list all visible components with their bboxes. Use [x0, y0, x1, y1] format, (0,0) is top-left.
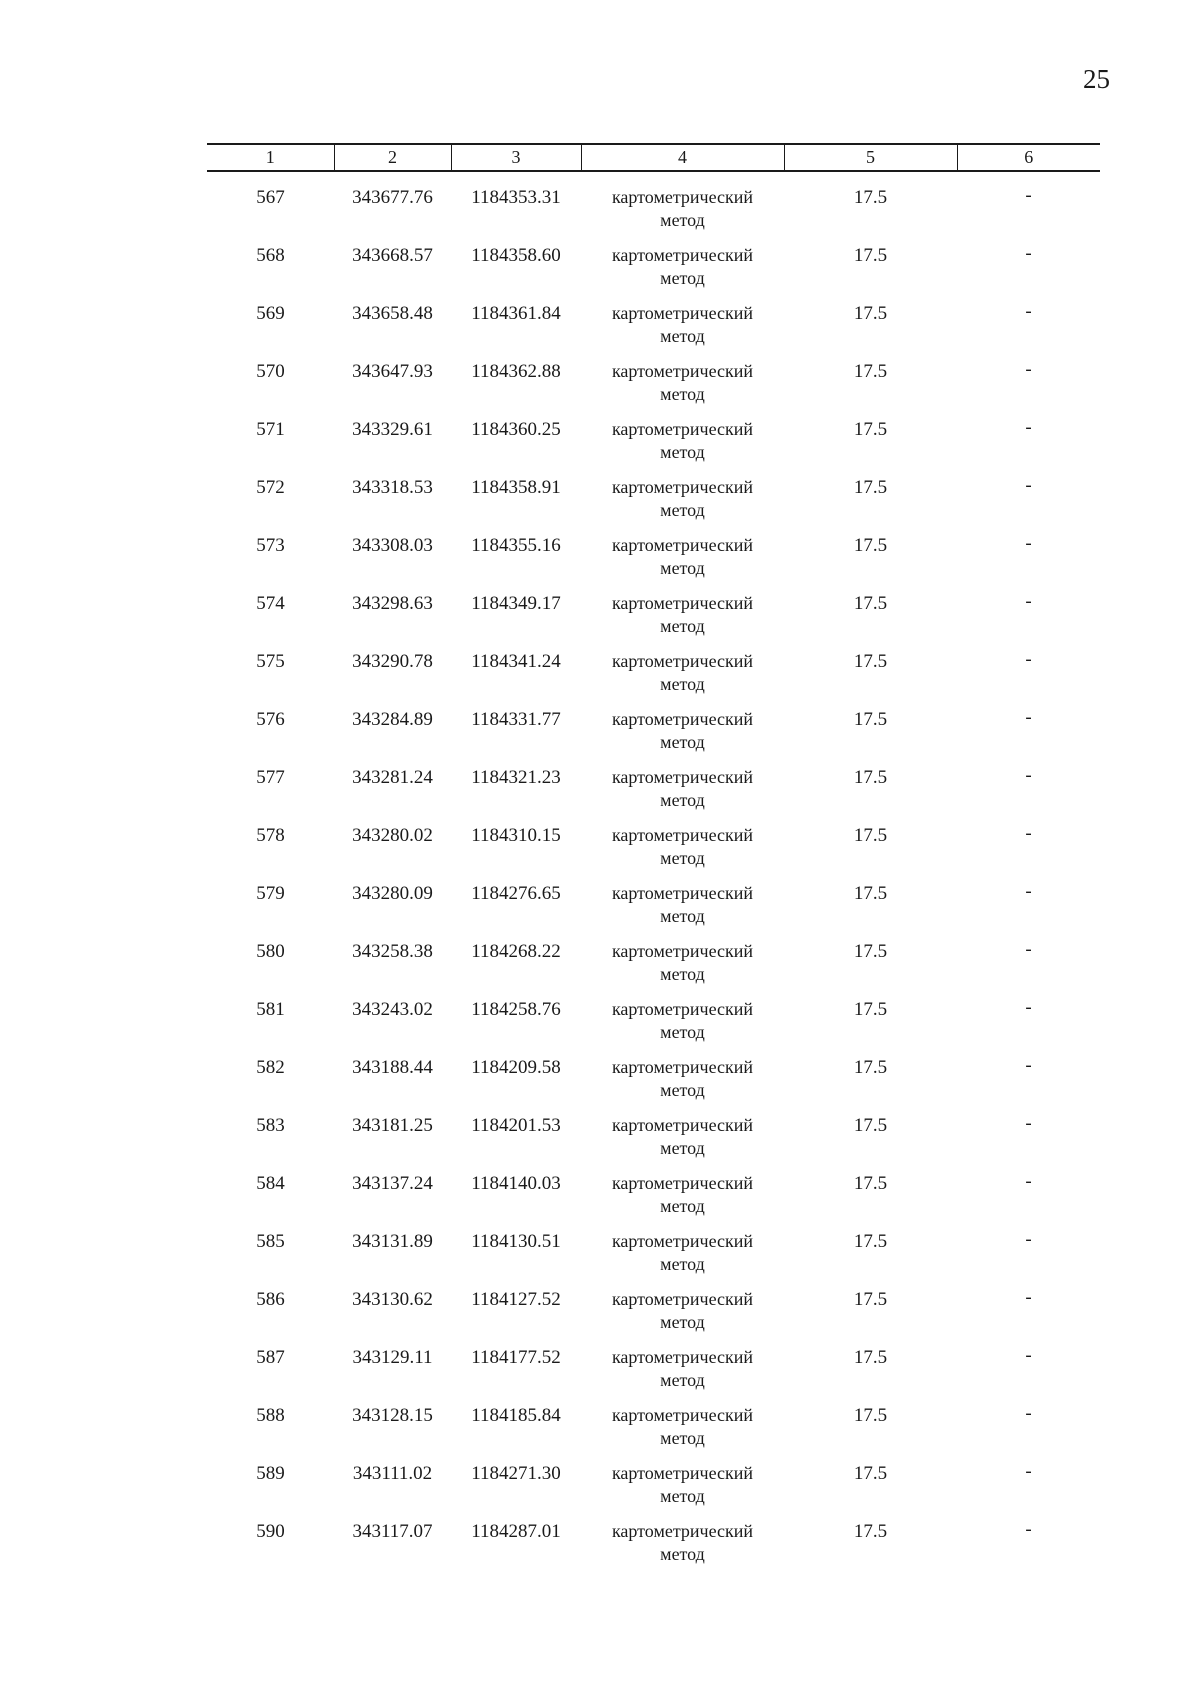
note-cell — [957, 1462, 1100, 1520]
x-coordinate-cell: 343290.78 — [352, 651, 433, 672]
method-line-2: метод — [660, 1428, 705, 1448]
note-cell — [957, 824, 1100, 882]
note-value: - — [1025, 243, 1032, 264]
note-value: - — [1025, 881, 1032, 902]
method-cell — [581, 534, 784, 592]
y-coordinate-cell: 1184341.24 — [471, 651, 561, 672]
method-cell — [581, 360, 784, 418]
table-row — [207, 534, 1100, 592]
method-line-2: метод — [660, 964, 705, 984]
note-cell — [957, 360, 1100, 418]
method-line-2: метод — [660, 268, 705, 288]
note-cell — [957, 940, 1100, 998]
method-line-1: картометрический — [611, 477, 754, 497]
method-line-2: метод — [660, 1022, 705, 1042]
method-line-2: метод — [660, 906, 705, 926]
table-row — [207, 1462, 1100, 1520]
method-cell — [581, 1462, 784, 1520]
method-cell — [581, 1288, 784, 1346]
method-line-2: метод — [660, 442, 705, 462]
y-coordinate-cell: 1184276.65 — [471, 883, 561, 904]
note-cell — [957, 476, 1100, 534]
y-coordinate-cell: 1184201.53 — [471, 1115, 561, 1136]
point-number-cell: 570 — [256, 361, 285, 382]
note-value: - — [1025, 649, 1032, 670]
x-coordinate-cell: 343318.53 — [352, 477, 433, 498]
accuracy-cell: 17.5 — [853, 825, 888, 846]
note-value: - — [1025, 1519, 1032, 1540]
method-line-1: картометрический — [611, 187, 754, 207]
method-cell — [581, 766, 784, 824]
method-line-1: картометрический — [611, 1057, 754, 1077]
method-cell — [581, 1404, 784, 1462]
y-coordinate-cell: 1184268.22 — [471, 941, 561, 962]
method-line-1: картометрический — [611, 1115, 754, 1135]
method-line-1: картометрический — [611, 419, 754, 439]
table-row — [207, 882, 1100, 940]
method-line-2: метод — [660, 674, 705, 694]
table-row — [207, 360, 1100, 418]
method-cell — [581, 882, 784, 940]
x-coordinate-cell: 343281.24 — [352, 767, 433, 788]
table-row — [207, 1114, 1100, 1172]
accuracy-cell: 17.5 — [853, 535, 888, 556]
method-line-1: картометрический — [611, 303, 754, 323]
note-cell — [957, 1056, 1100, 1114]
method-line-2: метод — [660, 1312, 705, 1332]
note-value: - — [1025, 1171, 1032, 1192]
accuracy-cell: 17.5 — [853, 941, 888, 962]
method-line-1: картометрический — [611, 1173, 754, 1193]
table-row — [207, 418, 1100, 476]
point-number-cell: 567 — [256, 187, 285, 208]
column-header-4: 4 — [581, 144, 784, 171]
table-row — [207, 1288, 1100, 1346]
method-cell — [581, 1346, 784, 1404]
method-line-2: метод — [660, 616, 705, 636]
y-coordinate-cell: 1184360.25 — [471, 419, 561, 440]
x-coordinate-cell: 343329.61 — [352, 419, 433, 440]
method-cell — [581, 592, 784, 650]
y-coordinate-cell: 1184177.52 — [471, 1347, 561, 1368]
method-line-1: картометрический — [611, 1405, 754, 1425]
note-cell — [957, 998, 1100, 1056]
x-coordinate-cell: 343258.38 — [352, 941, 433, 962]
y-coordinate-cell: 1184362.88 — [471, 361, 561, 382]
table-row — [207, 302, 1100, 360]
table-row — [207, 650, 1100, 708]
note-cell — [957, 1172, 1100, 1230]
point-number-cell: 580 — [256, 941, 285, 962]
note-value: - — [1025, 1229, 1032, 1250]
table-row — [207, 708, 1100, 766]
method-line-1: картометрический — [611, 767, 754, 787]
y-coordinate-cell: 1184258.76 — [471, 999, 561, 1020]
table-row — [207, 824, 1100, 882]
method-line-2: метод — [660, 1080, 705, 1100]
point-number-cell: 590 — [256, 1521, 285, 1542]
x-coordinate-cell: 343280.09 — [352, 883, 433, 904]
method-line-2: метод — [660, 326, 705, 346]
column-header-5: 5 — [784, 144, 957, 171]
method-line-1: картометрический — [611, 651, 754, 671]
point-number-cell: 584 — [256, 1173, 285, 1194]
point-number-cell: 588 — [256, 1405, 285, 1426]
accuracy-cell: 17.5 — [853, 1115, 888, 1136]
note-value: - — [1025, 1287, 1032, 1308]
note-cell — [957, 1520, 1100, 1578]
method-cell — [581, 708, 784, 766]
x-coordinate-cell: 343280.02 — [352, 825, 433, 846]
method-cell — [581, 940, 784, 998]
note-value: - — [1025, 823, 1032, 844]
method-line-1: картометрический — [611, 593, 754, 613]
y-coordinate-cell: 1184130.51 — [471, 1231, 561, 1252]
method-cell — [581, 998, 784, 1056]
table-row — [207, 592, 1100, 650]
x-coordinate-cell: 343128.15 — [352, 1405, 433, 1426]
note-value: - — [1025, 301, 1032, 322]
point-number-cell: 576 — [256, 709, 285, 730]
x-coordinate-cell: 343111.02 — [352, 1463, 433, 1484]
y-coordinate-cell: 1184353.31 — [471, 187, 561, 208]
note-value: - — [1025, 1113, 1032, 1134]
y-coordinate-cell: 1184321.23 — [471, 767, 561, 788]
point-number-cell: 586 — [256, 1289, 285, 1310]
method-cell — [581, 1056, 784, 1114]
point-number-cell: 581 — [256, 999, 285, 1020]
method-line-1: картометрический — [611, 245, 754, 265]
accuracy-cell: 17.5 — [853, 767, 888, 788]
accuracy-cell: 17.5 — [853, 187, 888, 208]
method-line-1: картометрический — [611, 825, 754, 845]
table-row — [207, 1056, 1100, 1114]
method-line-2: метод — [660, 1370, 705, 1390]
point-number-cell: 587 — [256, 1347, 285, 1368]
x-coordinate-cell: 343129.11 — [352, 1347, 433, 1368]
accuracy-cell: 17.5 — [853, 1521, 888, 1542]
y-coordinate-cell: 1184358.60 — [471, 245, 561, 266]
table-row — [207, 186, 1100, 244]
note-cell — [957, 1114, 1100, 1172]
note-cell — [957, 1404, 1100, 1462]
method-cell — [581, 418, 784, 476]
page-number: 25 — [1083, 64, 1110, 94]
note-cell — [957, 592, 1100, 650]
table-body — [207, 186, 1100, 1578]
note-value: - — [1025, 591, 1032, 612]
y-coordinate-cell: 1184209.58 — [471, 1057, 561, 1078]
method-line-1: картометрический — [611, 1521, 754, 1541]
accuracy-cell: 17.5 — [853, 477, 888, 498]
point-number-cell: 575 — [256, 651, 285, 672]
method-line-1: картометрический — [611, 883, 754, 903]
x-coordinate-cell: 343130.62 — [352, 1289, 433, 1310]
method-line-2: метод — [660, 1544, 705, 1564]
column-header-2: 2 — [334, 144, 451, 171]
method-line-1: картометрический — [611, 1231, 754, 1251]
x-coordinate-cell: 343298.63 — [352, 593, 433, 614]
note-cell — [957, 186, 1100, 244]
note-value: - — [1025, 707, 1032, 728]
note-value: - — [1025, 475, 1032, 496]
point-number-cell: 589 — [256, 1463, 285, 1484]
method-line-2: метод — [660, 848, 705, 868]
accuracy-cell: 17.5 — [853, 419, 888, 440]
point-number-cell: 568 — [256, 245, 285, 266]
table-row — [207, 766, 1100, 824]
table-row — [207, 1404, 1100, 1462]
note-value: - — [1025, 359, 1032, 380]
note-cell — [957, 708, 1100, 766]
method-cell — [581, 1114, 784, 1172]
method-line-1: картометрический — [611, 709, 754, 729]
note-value: - — [1025, 997, 1032, 1018]
table-row — [207, 1172, 1100, 1230]
method-cell — [581, 650, 784, 708]
accuracy-cell: 17.5 — [853, 709, 888, 730]
accuracy-cell: 17.5 — [853, 1347, 888, 1368]
accuracy-cell: 17.5 — [853, 651, 888, 672]
accuracy-cell: 17.5 — [853, 303, 888, 324]
note-cell — [957, 1346, 1100, 1404]
y-coordinate-cell: 1184127.52 — [471, 1289, 561, 1310]
note-value: - — [1025, 1403, 1032, 1424]
method-cell — [581, 824, 784, 882]
table-header — [207, 144, 1100, 186]
note-cell — [957, 766, 1100, 824]
method-line-1: картометрический — [611, 361, 754, 381]
accuracy-cell: 17.5 — [853, 999, 888, 1020]
x-coordinate-cell: 343137.24 — [352, 1173, 433, 1194]
x-coordinate-cell: 343658.48 — [352, 303, 433, 324]
method-line-2: метод — [660, 1138, 705, 1158]
point-number-cell: 579 — [256, 883, 285, 904]
method-line-2: метод — [660, 210, 705, 230]
note-cell — [957, 302, 1100, 360]
x-coordinate-cell: 343131.89 — [352, 1231, 433, 1252]
method-line-2: метод — [660, 790, 705, 810]
y-coordinate-cell: 1184349.17 — [471, 593, 561, 614]
method-line-2: метод — [660, 732, 705, 752]
y-coordinate-cell: 1184355.16 — [471, 535, 561, 556]
method-cell — [581, 1520, 784, 1578]
point-number-cell: 569 — [256, 303, 285, 324]
table-row — [207, 476, 1100, 534]
accuracy-cell: 17.5 — [853, 361, 888, 382]
point-number-cell: 583 — [256, 1115, 285, 1136]
accuracy-cell: 17.5 — [853, 1173, 888, 1194]
accuracy-cell: 17.5 — [853, 1405, 888, 1426]
accuracy-cell: 17.5 — [853, 1463, 888, 1484]
note-cell — [957, 1288, 1100, 1346]
y-coordinate-cell: 1184185.84 — [471, 1405, 561, 1426]
table-row — [207, 1346, 1100, 1404]
method-line-1: картометрический — [611, 1463, 754, 1483]
method-line-1: картометрический — [611, 535, 754, 555]
x-coordinate-cell: 343117.07 — [352, 1521, 433, 1542]
point-number-cell: 578 — [256, 825, 285, 846]
note-value: - — [1025, 1345, 1032, 1366]
note-value: - — [1025, 1055, 1032, 1076]
note-cell — [957, 882, 1100, 940]
table-row — [207, 244, 1100, 302]
method-cell — [581, 476, 784, 534]
accuracy-cell: 17.5 — [853, 1057, 888, 1078]
x-coordinate-cell: 343243.02 — [352, 999, 433, 1020]
x-coordinate-cell: 343308.03 — [352, 535, 433, 556]
note-value: - — [1025, 939, 1032, 960]
note-value: - — [1025, 765, 1032, 786]
method-line-1: картометрический — [611, 1289, 754, 1309]
y-coordinate-cell: 1184331.77 — [471, 709, 561, 730]
note-cell — [957, 418, 1100, 476]
method-line-1: картометрический — [611, 1347, 754, 1367]
note-cell — [957, 534, 1100, 592]
note-cell — [957, 244, 1100, 302]
y-coordinate-cell: 1184358.91 — [471, 477, 561, 498]
table-row — [207, 1520, 1100, 1578]
method-cell — [581, 1172, 784, 1230]
point-number-cell: 577 — [256, 767, 285, 788]
y-coordinate-cell: 1184310.15 — [471, 825, 561, 846]
point-number-cell: 574 — [256, 593, 285, 614]
method-line-2: метод — [660, 1254, 705, 1274]
note-value: - — [1025, 185, 1032, 206]
point-number-cell: 573 — [256, 535, 285, 556]
table-row — [207, 998, 1100, 1056]
note-value: - — [1025, 533, 1032, 554]
coordinates-table — [207, 143, 1100, 1578]
method-line-2: метод — [660, 500, 705, 520]
point-number-cell: 585 — [256, 1231, 285, 1252]
method-line-2: метод — [660, 558, 705, 578]
x-coordinate-cell: 343188.44 — [352, 1057, 433, 1078]
accuracy-cell: 17.5 — [853, 1289, 888, 1310]
accuracy-cell: 17.5 — [853, 593, 888, 614]
x-coordinate-cell: 343647.93 — [352, 361, 433, 382]
column-header-3: 3 — [451, 144, 581, 171]
method-line-2: метод — [660, 384, 705, 404]
note-value: - — [1025, 417, 1032, 438]
accuracy-cell: 17.5 — [853, 245, 888, 266]
accuracy-cell: 17.5 — [853, 883, 888, 904]
y-coordinate-cell: 1184271.30 — [471, 1463, 561, 1484]
method-line-2: метод — [660, 1196, 705, 1216]
note-cell — [957, 650, 1100, 708]
method-line-1: картометрический — [611, 941, 754, 961]
method-line-1: картометрический — [611, 999, 754, 1019]
point-number-cell: 571 — [256, 419, 285, 440]
column-header-6: 6 — [957, 144, 1100, 171]
method-line-2: метод — [660, 1486, 705, 1506]
note-value: - — [1025, 1461, 1032, 1482]
table-row — [207, 1230, 1100, 1288]
y-coordinate-cell: 1184140.03 — [471, 1173, 561, 1194]
x-coordinate-cell: 343677.76 — [352, 187, 433, 208]
table-row — [207, 940, 1100, 998]
column-header-1: 1 — [207, 144, 334, 171]
method-cell — [581, 244, 784, 302]
y-coordinate-cell: 1184287.01 — [471, 1521, 561, 1542]
x-coordinate-cell: 343181.25 — [352, 1115, 433, 1136]
note-cell — [957, 1230, 1100, 1288]
point-number-cell: 582 — [256, 1057, 285, 1078]
x-coordinate-cell: 343284.89 — [352, 709, 433, 730]
accuracy-cell: 17.5 — [853, 1231, 888, 1252]
method-cell — [581, 186, 784, 244]
point-number-cell: 572 — [256, 477, 285, 498]
method-cell — [581, 302, 784, 360]
x-coordinate-cell: 343668.57 — [352, 245, 433, 266]
method-cell — [581, 1230, 784, 1288]
y-coordinate-cell: 1184361.84 — [471, 303, 561, 324]
